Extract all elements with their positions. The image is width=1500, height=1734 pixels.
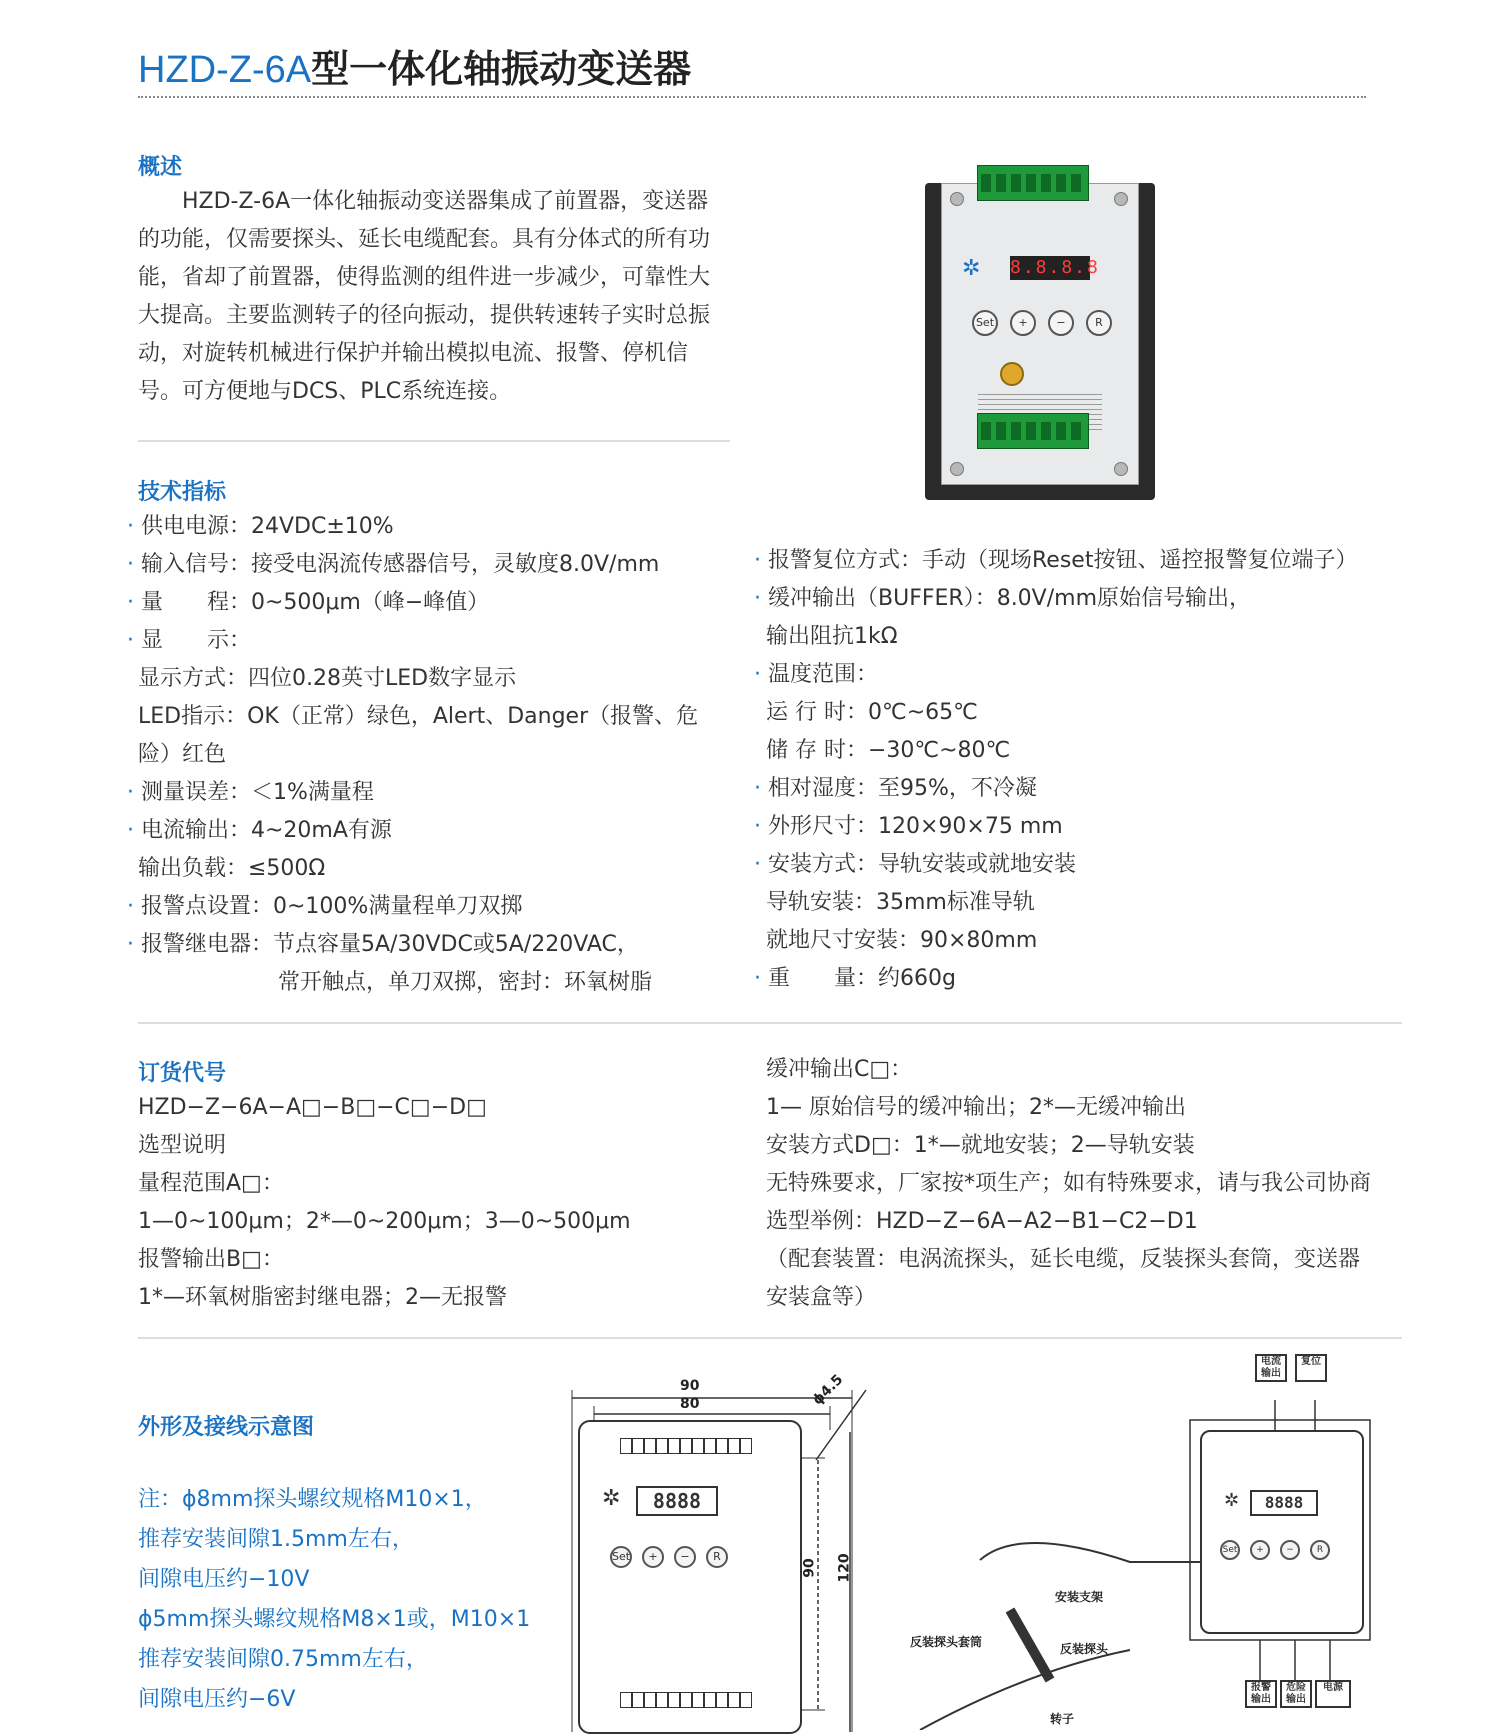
plus-button: + xyxy=(1010,310,1036,336)
spec-left-9: · 电流输出：4~20mA有源 xyxy=(141,812,392,850)
dim-inner-height: 90 xyxy=(801,1558,818,1578)
wiring-set-button: Set xyxy=(1220,1540,1240,1560)
dim-hole: ϕ4.5 xyxy=(809,1371,847,1409)
order-heading: 订货代号 xyxy=(138,1061,227,1086)
spec-right-11: 就地尺寸安装：90×80mm xyxy=(766,928,1038,953)
dim-set-button: Set xyxy=(610,1546,632,1568)
order-right-7: 安装盒等） xyxy=(766,1285,877,1310)
spec-left-11: · 报警点设置：0~100%满量程单刀双掷 xyxy=(141,888,522,926)
spec-right-12: · 重 量：约660g xyxy=(768,960,956,998)
spec-left-12: · 报警继电器：节点容量5A/30VDC或5A/220VAC， xyxy=(141,926,639,964)
spec-right-10: 导轨安装：35mm标准导轨 xyxy=(766,890,1035,915)
spec-right-8: · 外形尺寸：120×90×75 mm xyxy=(768,808,1063,846)
spec-left-7: 险）红色 xyxy=(138,742,227,767)
dimension-drawing xyxy=(560,1370,870,1732)
wiring-minus-button: − xyxy=(1280,1540,1300,1560)
spec-right-6: 储 存 时：−30℃~80℃ xyxy=(766,738,1011,763)
spec-left-3: · 量 程：0~500μm（峰−峰值） xyxy=(141,584,489,622)
spec-right-9: · 安装方式：导轨安装或就地安装 xyxy=(768,846,1076,884)
title-divider xyxy=(138,96,1366,98)
outline-note-2: 推荐安装间隙1.5mm左右， xyxy=(138,1527,414,1552)
dim-reset-button: R xyxy=(706,1546,728,1568)
spec-right-5: 运 行 时：0℃~65℃ xyxy=(766,700,978,725)
minus-button: − xyxy=(1048,310,1074,336)
outline-note-4: ϕ5mm探头螺纹规格M8×1或，M10×1 xyxy=(138,1607,531,1632)
alarm-output-label: 报警输出 xyxy=(1245,1680,1277,1708)
spec-left-6: LED指示：OK（正常）绿色，Alert、Danger（报警、危 xyxy=(138,704,699,729)
order-right-3: 安装方式D□：1*—就地安装；2—导轨安装 xyxy=(766,1133,1195,1158)
set-button: Set xyxy=(972,310,998,336)
top-terminal-block xyxy=(977,165,1089,201)
outline-note-6: 间隙电压约−6V xyxy=(138,1687,296,1712)
order-left-4: 1—0~100μm；2*—0~200μm；3—0~500μm xyxy=(138,1209,631,1234)
wiring-drawing xyxy=(900,1350,1400,1730)
overview-divider xyxy=(138,440,730,442)
spec-left-4: · 显 示： xyxy=(141,622,251,660)
order-divider xyxy=(138,1337,1402,1339)
rotor-label: 转子 xyxy=(1050,1712,1075,1726)
spec-right-3: 输出阻抗1kΩ xyxy=(766,624,898,649)
outline-heading: 外形及接线示意图 xyxy=(138,1415,315,1440)
spec-right-7: · 相对湿度：至95%，不冷凝 xyxy=(768,770,1037,808)
wiring-plus-button: + xyxy=(1250,1540,1270,1560)
green-logo-icon: ✲ xyxy=(962,256,981,281)
order-right-2: 1— 原始信号的缓冲输出；2*—无缓冲输出 xyxy=(766,1095,1186,1120)
power-label: 电源 xyxy=(1315,1680,1351,1708)
led-display: 8.8.8.8 xyxy=(1010,257,1100,278)
sleeve-label: 反装探头套筒 xyxy=(910,1635,983,1649)
spec-left-1: · 供电电源：24VDC±10% xyxy=(141,508,394,546)
dim-led-display: 8888 xyxy=(636,1486,718,1516)
device-photo xyxy=(925,165,1155,500)
specs-divider xyxy=(138,1022,1402,1024)
spec-right-2: · 缓冲输出（BUFFER）：8.0V/mm原始信号输出， xyxy=(768,580,1251,618)
order-right-1: 缓冲输出C□： xyxy=(766,1057,913,1082)
dim-outer-width: 90 xyxy=(680,1378,700,1394)
overview-text: HZD-Z-6A一体化轴振动变送器集成了前置器，变送器的功能，仅需要探头、延长电缆配套。具有分体式的所有功能，省却了前置器，使得监测的组件进一步减少，可靠性大大提高。主要监测转子的径向振动，提供转速转子实时总振动，对旋转机械进行保护并输出模拟电流、报警、停机信号。可方便地与DCS、PLC系统连接。 xyxy=(138,189,711,404)
wiring-reset-button: R xyxy=(1310,1540,1330,1560)
outline-note-5: 推荐安装间隙0.75mm左右， xyxy=(138,1647,428,1672)
spec-left-8: · 测量误差：＜1%满量程 xyxy=(141,774,374,812)
dim-terminal-bottom xyxy=(620,1692,752,1708)
current-output-label: 电流输出 xyxy=(1255,1354,1287,1382)
alarm-knob-icon xyxy=(1000,362,1024,386)
dim-logo-icon: ✲ xyxy=(602,1486,621,1511)
reset-label: 复位 xyxy=(1295,1354,1327,1382)
dim-outer-height: 120 xyxy=(836,1553,853,1583)
dim-inner-width: 80 xyxy=(680,1396,700,1412)
spec-left-5: 显示方式：四位0.28英寸LED数字显示 xyxy=(138,666,517,691)
order-right-5: 选型举例：HZD−Z−6A−A2−B1−C2−D1 xyxy=(766,1209,1198,1234)
page-title: HZD-Z-6A型一体化轴振动变送器 xyxy=(138,47,692,91)
outline-note-1: 注：ϕ8mm探头螺纹规格M10×1， xyxy=(138,1487,487,1512)
support-label: 安装支架 xyxy=(1055,1590,1104,1604)
spec-left-13: 常开触点，单刀双掷，密封：环氧树脂 xyxy=(278,970,653,995)
danger-output-label: 危险输出 xyxy=(1280,1680,1312,1708)
reset-button: R xyxy=(1086,310,1112,336)
order-left-5: 报警输出B□： xyxy=(138,1247,284,1272)
probe-label: 反装探头 xyxy=(1060,1642,1109,1656)
order-left-3: 量程范围A□： xyxy=(138,1171,284,1196)
wiring-led-display: 8888 xyxy=(1250,1490,1318,1516)
bottom-terminal-block xyxy=(977,413,1089,449)
overview-heading: 概述 xyxy=(138,155,183,180)
specs-heading: 技术指标 xyxy=(138,480,227,505)
dim-minus-button: − xyxy=(674,1546,696,1568)
spec-right-1: · 报警复位方式：手动（现场Reset按钮、遥控报警复位端子） xyxy=(768,542,1357,580)
outline-note-3: 间隙电压约−10V xyxy=(138,1567,310,1592)
order-left-6: 1*—环氧树脂密封继电器；2—无报警 xyxy=(138,1285,507,1310)
wiring-logo-icon: ✲ xyxy=(1224,1490,1240,1511)
spec-left-2: · 输入信号：接受电涡流传感器信号，灵敏度8.0V/mm xyxy=(141,546,659,584)
dim-plus-button: + xyxy=(642,1546,664,1568)
order-left-2: 选型说明 xyxy=(138,1133,227,1158)
spec-right-4: · 温度范围： xyxy=(768,656,878,694)
order-right-6: （配套装置：电涡流探头，延长电缆，反装探头套筒，变送器 xyxy=(766,1247,1361,1272)
dim-terminal-top xyxy=(620,1438,752,1454)
order-right-4: 无特殊要求，厂家按*项生产；如有特殊要求，请与我公司协商 xyxy=(766,1171,1372,1196)
order-left-1: HZD−Z−6A−A□−B□−C□−D□ xyxy=(138,1095,487,1120)
spec-left-10: 输出负载：≤500Ω xyxy=(138,856,326,881)
